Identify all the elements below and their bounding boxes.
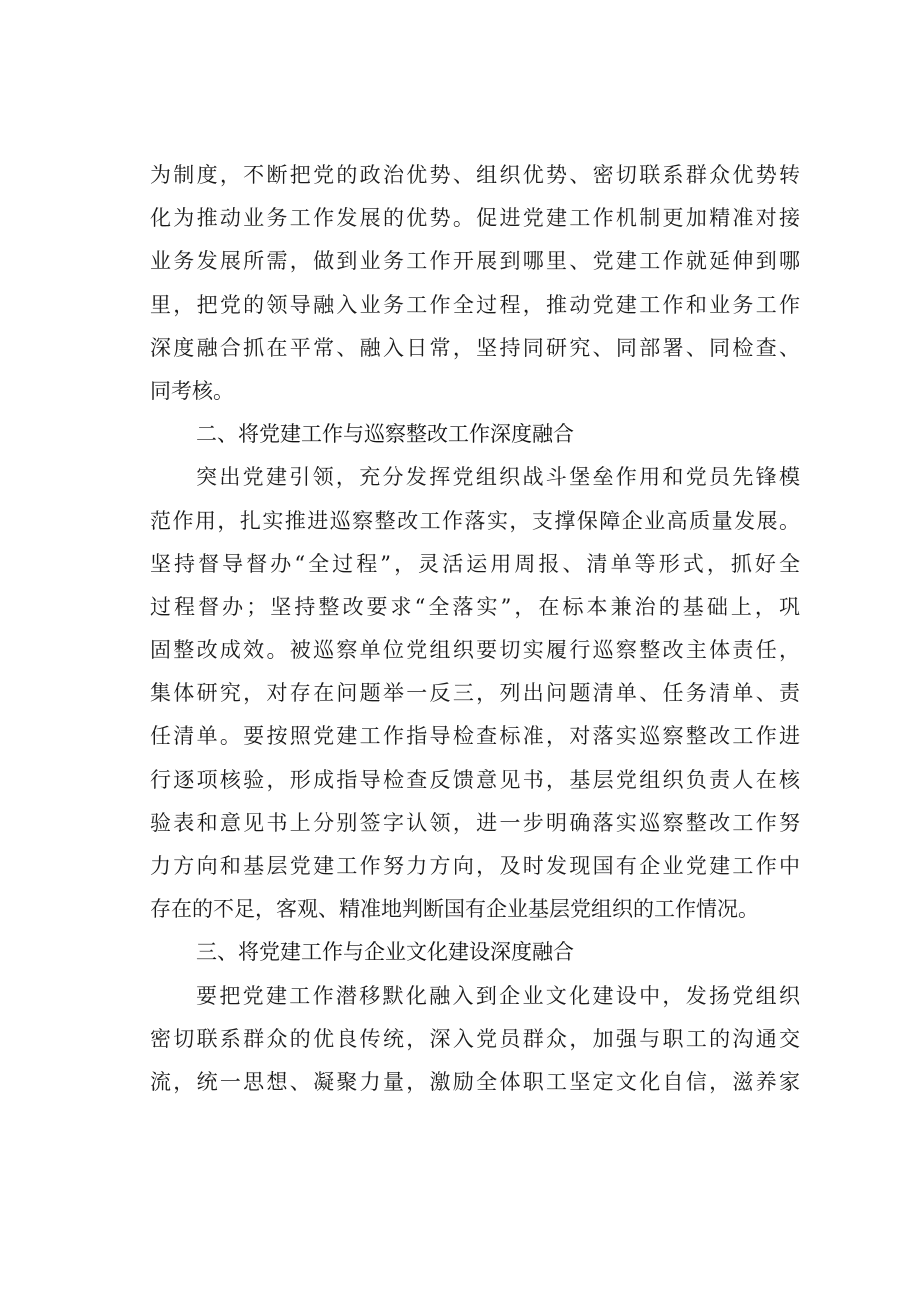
section-heading-3: 三、将党建工作与企业文化建设深度融合 [196, 940, 574, 965]
text-line: 里，把党的领导融入业务工作全过程，推动党建工作和业务工作 [150, 292, 800, 317]
section-heading-2: 二、将党建工作与巡察整改工作深度融合 [196, 422, 574, 447]
text-line: 集体研究，对存在问题举一反三，列出问题清单、任务清单、责 [150, 681, 800, 706]
paragraph-continuation [150, 154, 800, 413]
text-line: 化为推动业务工作发展的优势。促进党建工作机制更加精准对接 [150, 206, 800, 231]
paragraph-section-3 [150, 975, 800, 1105]
paragraph-section-2 [150, 456, 800, 931]
text-line: 过程督办；坚持整改要求“全落实”，在标本兼治的基础上，巩 [150, 594, 800, 619]
text-line: 行逐项核验，形成指导检查反馈意见书，基层党组织负责人在核 [150, 767, 800, 792]
text-line: 存在的不足，客观、精准地判断国有企业基层党组织的工作情况。 [150, 897, 759, 922]
text-line: 突出党建引领，充分发挥党组织战斗堡垒作用和党员先锋模 [196, 465, 800, 490]
text-line: 任清单。要按照党建工作指导检查标准，对落实巡察整改工作进 [150, 724, 800, 749]
document-body [150, 154, 800, 1104]
text-line: 为制度，不断把党的政治优势、组织优势、密切联系群众优势转 [150, 163, 800, 187]
text-line: 要把党建工作潜移默化融入到企业文化建设中，发扬党组织 [196, 983, 800, 1008]
text-line: 流，统一思想、凝聚力量，激励全体职工坚定文化自信，滋养家 [150, 1069, 800, 1094]
text-line: 同考核。 [150, 378, 234, 403]
text-line: 坚持督导督办“全过程”，灵活运用周报、清单等形式，抓好全 [150, 551, 800, 576]
text-line: 业务发展所需，做到业务工作开展到哪里、党建工作就延伸到哪 [150, 249, 800, 274]
text-line: 深度融合抓在平常、融入日常，坚持同研究、同部署、同检查、 [150, 335, 800, 360]
text-line: 固整改成效。被巡察单位党组织要切实履行巡察整改主体责任， [150, 638, 800, 663]
text-line: 验表和意见书上分别签字认领，进一步明确落实巡察整改工作努 [150, 810, 800, 835]
text-line: 密切联系群众的优良传统，深入党员群众，加强与职工的沟通交 [150, 1026, 800, 1051]
text-line: 力方向和基层党建工作努力方向，及时发现国有企业党建工作中 [150, 854, 800, 878]
text-line: 范作用，扎实推进巡察整改工作落实，支撑保障企业高质量发展。 [150, 508, 800, 533]
